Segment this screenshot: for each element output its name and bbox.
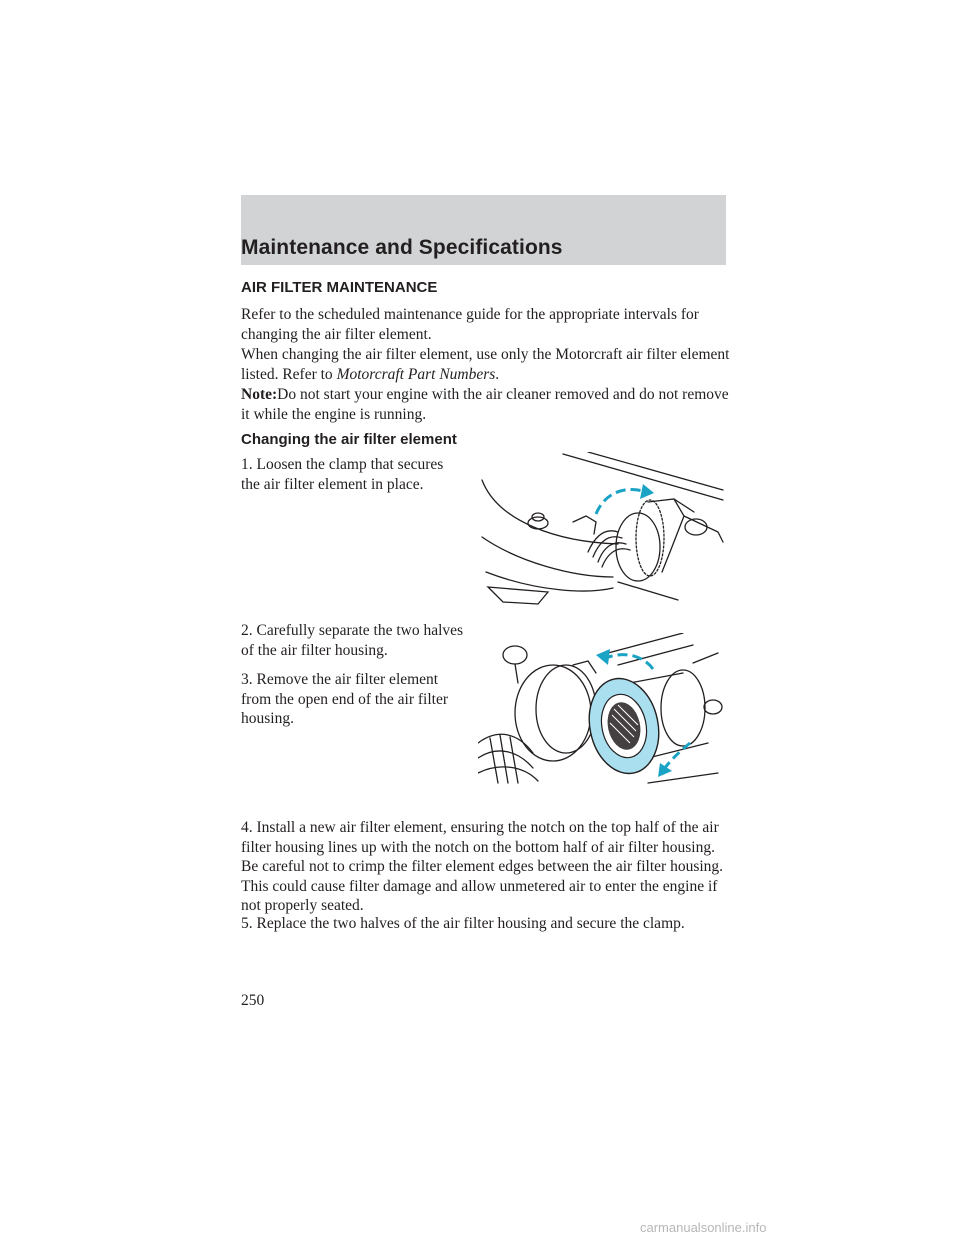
step-3: 3. Remove the air filter element from the open end of the air filter housing. (241, 671, 449, 727)
step-1: 1. Loosen the clamp that secures the air filter element in place. (241, 456, 444, 493)
subsection-title: Changing the air filter element (241, 431, 457, 448)
step-5: 5. Replace the two halves of the air filter housing and secure the clamp. (241, 915, 685, 932)
filter-removal-illustration (478, 633, 730, 803)
note-text: Do not start your engine with the air cleaner removed and do not remove it while the engine is running. (241, 386, 729, 423)
step-2: 2. Carefully separate the two halves of the air filter housing. (241, 622, 464, 659)
page-header-title: Maintenance and Specifications (241, 236, 563, 259)
note-label: Note: (241, 386, 278, 403)
note-paragraph (241, 385, 731, 424)
page-number: 250 (241, 992, 265, 1009)
section-title: AIR FILTER MAINTENANCE (241, 279, 438, 296)
watermark[interactable]: carmanualsonline.info (640, 1220, 767, 1235)
clamp-illustration (478, 452, 728, 612)
step-4: 4. Install a new air filter element, ensuring the notch on the top half of the air filter housing lines up with the notch on the bottom half of air filter housing. Be careful not to crimp the filter element edges between the air filter housing. This could cause filter damage and allow unmetered air to enter the engine if not properly seated. (241, 819, 724, 914)
motorcraft-part-numbers-ref: Motorcraft Part Numbers (336, 365, 496, 383)
paragraph-intervals: Refer to the scheduled maintenance guide for the appropriate intervals for changing the air filter element. (241, 306, 699, 343)
paragraph-motorcraft: When changing the air filter element, use only the Motorcraft air filter element listed. Refer to Motorcraft Part Numbers. (241, 346, 730, 383)
